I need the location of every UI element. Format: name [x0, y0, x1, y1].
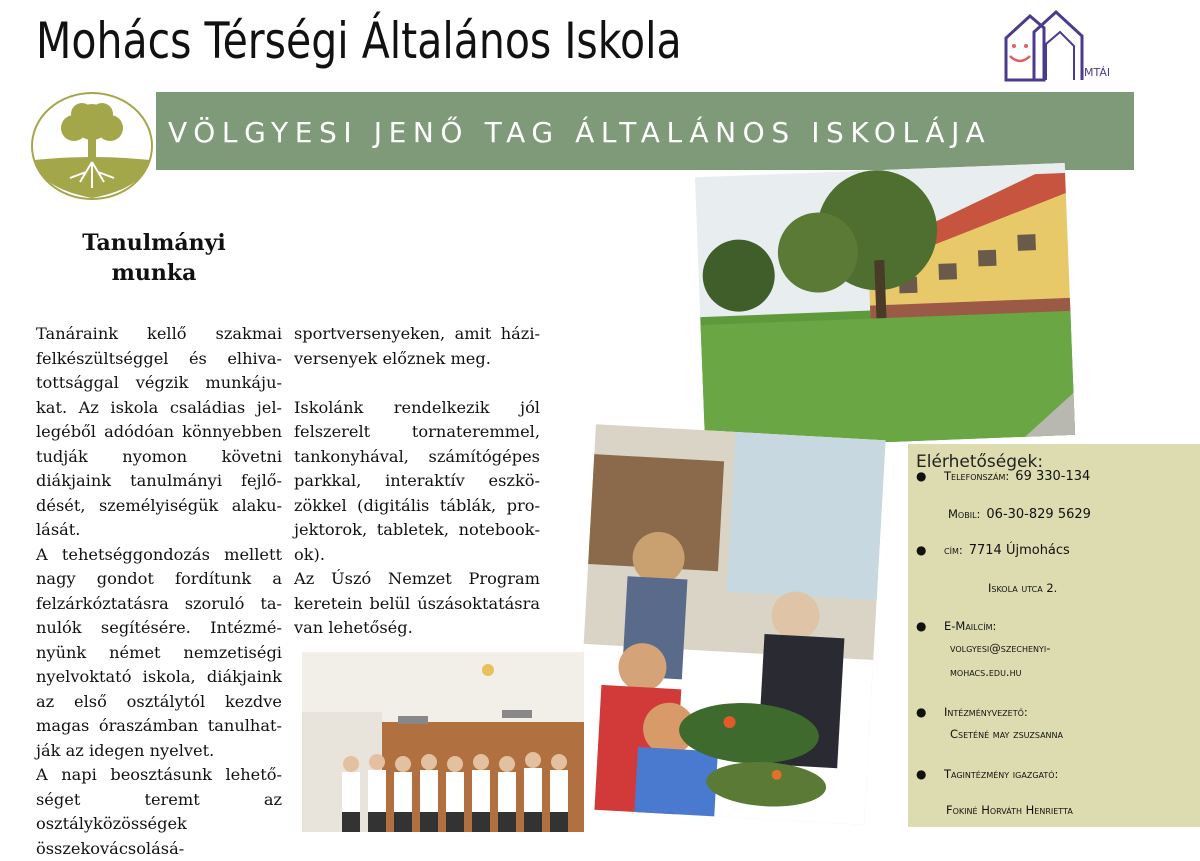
contact-address-line2: Iskola utca 2. [988, 581, 1058, 595]
tree-logo-icon [30, 92, 154, 200]
mtai-logo-icon [1000, 2, 1120, 88]
contact-director-name: Fokiné Horváth Henrietta [946, 803, 1073, 817]
school-building-photo [695, 163, 1075, 449]
paragraph: Iskolánk rendelkezik jól felszerelt tornateremmel, tankonyhával, számítógépes parkkal, interaktív eszközökkel (digitális táblák, projektorok, tabletek, notebookok). [294, 397, 540, 564]
choir-photo [302, 652, 584, 832]
contact-address: ● cím: 7714 Újmohács [916, 540, 1070, 561]
contact-head: ● Intézményvezető: [916, 702, 1028, 722]
bullet-icon: ● [916, 619, 927, 633]
paragraph: sportversenyeken, amit háziversenyek előznek meg. [294, 324, 540, 368]
contact-head-name: Cseténé may zsuzsanna [950, 727, 1063, 741]
contact-director: ● Tagintézmény igazgató: [916, 764, 1058, 784]
text-column-2 [294, 322, 540, 641]
paragraph: Az Úszó Nemzet Program keretein belül úszásoktatásra van lehetőség. [294, 569, 540, 637]
bullet-icon: ● [916, 705, 927, 719]
contact-email-line2[interactable]: mohacs.edu.hu [950, 665, 1022, 679]
paragraph: A napi beosztásunk lehetőséget teremt az osztályközösségek összekovácsolásá- [36, 765, 282, 858]
contact-title: Elérhetőségek: [916, 452, 1044, 472]
svg-text:MTÁI: MTÁI [1084, 66, 1111, 79]
contact-email-line1[interactable]: volgyesi@szechenyi- [950, 641, 1051, 655]
bullet-icon: ● [916, 469, 927, 483]
contact-mobile: Mobil: 06-30-829 5629 [948, 507, 1091, 522]
bullet-icon: ● [916, 543, 927, 557]
subtitle-band [156, 92, 1134, 170]
subtitle-text: VÖLGYESI JENŐ TAG ÁLTALÁNOS ISKOLÁJA [168, 116, 992, 149]
paragraph: A tehetséggondozás mellett nagy gondot fordítunk a felzárkóztatásra szoruló tanulók segítésére. Intézményünk német nemzetiségi nyelvoktató iskola, diákjaink az első osztálytól kezdve magas óraszámban tanulhatják az idegen nyelvet. [36, 544, 282, 760]
section-title: Tanulmányi munka [82, 230, 226, 286]
contact-box [908, 444, 1200, 827]
contact-phone: ● Telefonszám: 69 330-134 [916, 466, 1090, 487]
school-title: Mohács Térségi Általános Iskola [36, 12, 682, 70]
bullet-icon: ● [916, 767, 927, 781]
paragraph: Tanáraink kellő szakmai felkészültséggel és elhivatottsággal végzik munkájukat. Az iskola családias jellegéből adódóan könnyebben tudják nyomon követni diákjaink tanulmányi fejlődését, személyiségük alakulását. [36, 324, 282, 539]
workshop-photo [574, 424, 885, 825]
contact-email-label: ● E-Mailcím: [916, 616, 996, 636]
text-column-1 [36, 322, 282, 861]
